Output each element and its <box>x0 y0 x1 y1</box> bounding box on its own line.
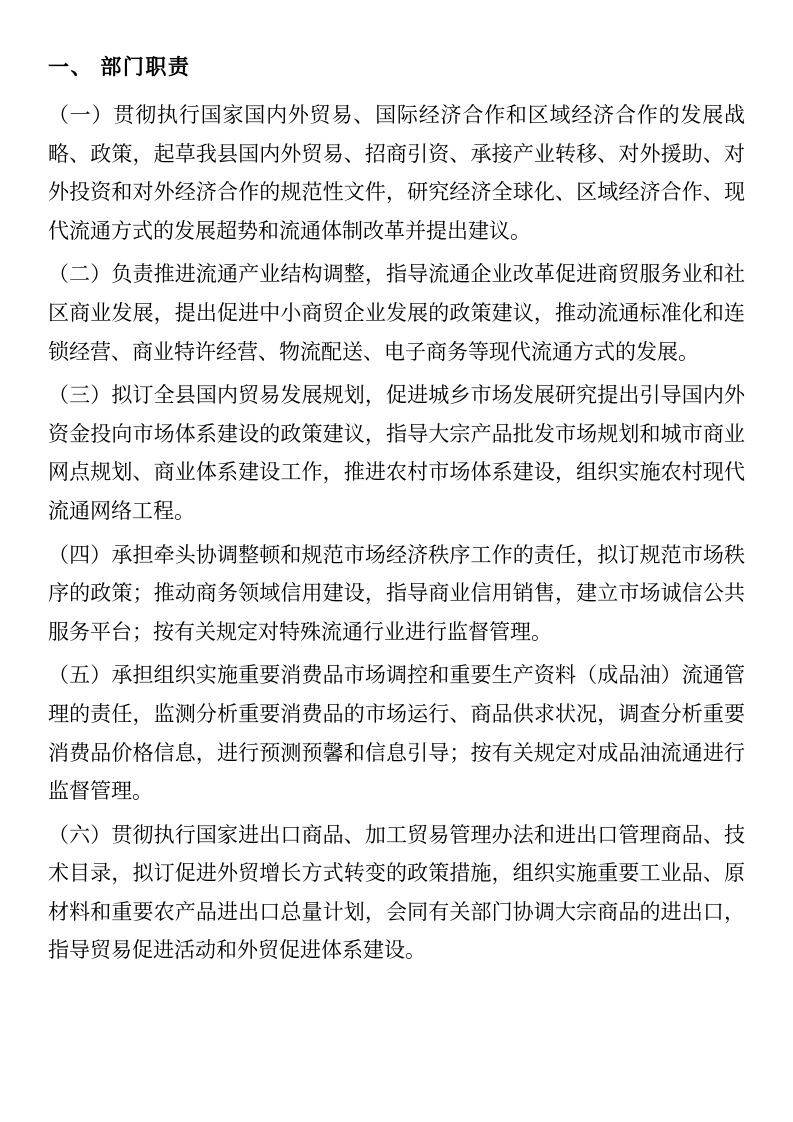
document-paragraph: （五）承担组织实施重要消费品市场调控和重要生产资料（成品油）流通管理的责任，监测分析重要消费品的市场运行、商品供求状况，调查分析重要消费品价格信息，进行预测预馨和信息引导；按有关规定对成品油流通进行监督管理。 <box>48 663 745 804</box>
document-paragraph: （二）负责推进流通产业结构调整，指导流通企业改革促进商贸服务业和社区商业发展，提出促进中小商贸企业发展的政策建议，推动流通标准化和连锁经营、商业特许经营、物流配送、电子商务等现代流通方式的发展。 <box>48 262 745 364</box>
document-paragraph: （三）拟订全县国内贸易发展规划，促进城乡市场发展研究提出引导国内外资金投向市场体系建设的政策建议，指导大宗产品批发市场规划和城市商业网点规划、商业体系建设工作，推进农村市场体系建设，组织实施农村现代流通网络工程。 <box>48 383 745 523</box>
document-paragraph: （六）贯彻执行国家进出口商品、加工贸易管理办法和进出口管理商品、技术目录，拟订促进外贸增长方式转变的政策措施，组织实施重要工业品、原材料和重要农产品进出口总量计划，会同有关部门协调大宗商品的进出口，指导贸易促进活动和外贸促进体系建设。 <box>48 822 745 963</box>
document-paragraph: （四）承担牵头协调整顿和规范市场经济秩序工作的责任，拟订规范市场秩序的政策；推动商务领域信用建设，指导商业信用销售，建立市场诚信公共服务平台；按有关规定对特殊流通行业进行监督管理。 <box>48 542 745 644</box>
section-heading: 一、 部门职责 <box>48 56 191 79</box>
document-paragraph: （一）贯彻执行国家国内外贸易、国际经济合作和区域经济合作的发展战略、政策，起草我县国内外贸易、招商引资、承接产业转移、对外援助、对外投资和对外经济合作的规范性文件，研究经济全球化、区域经济合作、现代流通方式的发展超势和流通体制改革并提出建议。 <box>48 103 745 243</box>
